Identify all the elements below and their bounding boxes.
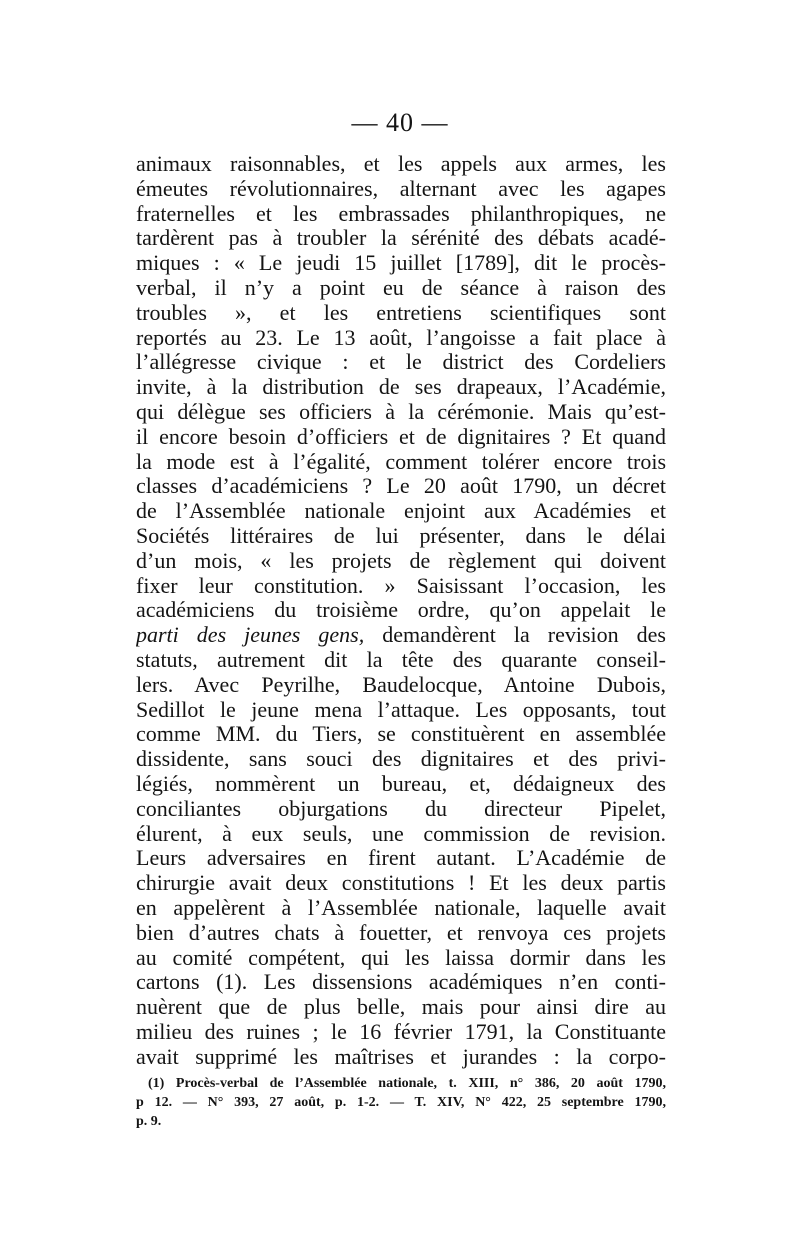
text-line: tardèrent pas à troubler la sérénité des débats acadé-: [136, 226, 666, 251]
text-line: verbal, il n’y a point eu de séance à raison des: [136, 275, 666, 300]
line-rest: demandèrent la revision des: [364, 623, 666, 648]
text-line: miques : « Le jeudi 15 juillet [1789], dit le procès-: [136, 251, 666, 276]
footnote-line: p. 9.: [136, 1114, 162, 1129]
footnotes: [136, 1074, 666, 1131]
text-line: l’allégresse civique : et le district des Cordeliers: [136, 350, 666, 375]
text-line: statuts, autrement dit la tête des quarante conseil-: [136, 647, 666, 672]
text-line: Sociétés littéraires de lui présenter, dans le délai: [136, 523, 666, 548]
text-line: conciliantes objurgations du directeur Pipelet,: [136, 796, 666, 821]
text-line: avait supprimé les maîtrises et jurandes : la corpo-: [136, 1044, 666, 1069]
text-line: lers. Avec Peyrilhe, Baudelocque, Antoine Dubois,: [136, 672, 666, 697]
text-line: bien d’autres chats à fouetter, et renvoya ces projets: [136, 920, 666, 945]
text-line: fixer leur constitution. » Saisissant l’occasion, les: [136, 573, 666, 598]
text-line: d’un mois, « les projets de règlement qui doivent: [136, 548, 666, 573]
text-line: légiés, nommèrent un bureau, et, dédaigneux des: [136, 771, 666, 796]
text-line: cartons (1). Les dissensions académiques n’en conti-: [136, 970, 666, 995]
footnote-line: p 12. — N° 393, 27 août, p. 1-2. — T. XIV, N° 422, 25 septembre 1790,: [136, 1095, 666, 1110]
text-line: nuèrent que de plus belle, mais pour ainsi dire au: [136, 995, 666, 1020]
page-number: — 40 —: [351, 108, 449, 137]
text-line: académiciens du troisième ordre, qu’on appelait le: [136, 598, 666, 623]
body-text: [136, 152, 666, 1069]
text-line: de l’Assemblée nationale enjoint aux Académies et: [136, 499, 666, 524]
text-line: chirurgie avait deux constitutions ! Et les deux partis: [136, 871, 666, 896]
text-line: la mode est à l’égalité, comment tolérer encore trois: [136, 449, 666, 474]
text-line: Sedillot le jeune mena l’attaque. Les opposants, tout: [136, 697, 666, 722]
text-line: fraternelles et les embrassades philanthropiques, ne: [136, 201, 666, 226]
text-line: au comité compétent, qui les laissa dormir dans les: [136, 945, 666, 970]
text-line: qui délègue ses officiers à la cérémonie. Mais qu’est-: [136, 399, 666, 424]
text-line: émeutes révolutionnaires, alternant avec les agapes: [136, 176, 666, 201]
text-line: élurent, à eux seuls, une commission de revision.: [136, 821, 666, 846]
text-line: dissidente, sans souci des dignitaires et des privi-: [136, 747, 666, 772]
text-line: invite, à la distribution de ses drapeaux, l’Académie,: [136, 375, 666, 400]
text-line-mixed: [136, 623, 666, 648]
text-line: animaux raisonnables, et les appels aux armes, les: [136, 152, 666, 176]
text-line: Leurs adversaires en firent autant. L’Académie de: [136, 846, 666, 871]
text-line: en appelèrent à l’Assemblée nationale, laquelle avait: [136, 895, 666, 920]
text-line: il encore besoin d’officiers et de dignitaires ? Et quand: [136, 424, 666, 449]
footnote-line: (1) Procès-verbal de l’Assemblée nationale, t. XIII, n° 386, 20 août 1790,: [148, 1076, 666, 1091]
text-line: reportés au 23. Le 13 août, l’angoisse a fait place à: [136, 325, 666, 350]
italic-phrase: parti des jeunes gens,: [136, 623, 365, 648]
text-line: comme MM. du Tiers, se constituèrent en assemblée: [136, 722, 666, 747]
text-line: classes d’académiciens ? Le 20 août 1790, un décret: [136, 474, 666, 499]
text-line: troubles », et les entretiens scientifiques sont: [136, 300, 666, 325]
text-line: milieu des ruines ; le 16 février 1791, la Constituante: [136, 1019, 666, 1044]
